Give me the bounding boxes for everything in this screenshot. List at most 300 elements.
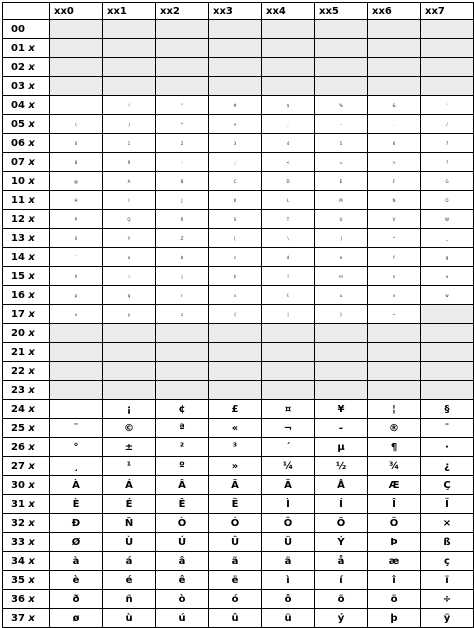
character-cell	[421, 381, 474, 400]
character-cell: þ	[368, 609, 421, 628]
row-header-code: 06	[11, 137, 25, 149]
character-cell	[368, 39, 421, 58]
character-cell: ì	[262, 571, 315, 590]
row-header-code: 24	[11, 403, 25, 415]
row-header	[3, 172, 50, 191]
character-cell: ð	[50, 590, 103, 609]
character-cell	[156, 324, 209, 343]
character-cell	[209, 362, 262, 381]
character-cell: §	[421, 400, 474, 419]
row-header-code: 35	[11, 574, 25, 586]
character-cell: è	[50, 571, 103, 590]
row-header-suffix: x	[28, 441, 35, 453]
character-cell: R	[156, 210, 209, 229]
character-cell: K	[209, 191, 262, 210]
character-cell: ¡	[103, 400, 156, 419]
column-header: xx2	[156, 3, 209, 20]
character-cell: d	[262, 248, 315, 267]
character-cell: J	[156, 191, 209, 210]
character-cell: á	[103, 552, 156, 571]
character-cell: µ	[315, 438, 368, 457]
character-cell: Ë	[209, 495, 262, 514]
row-header-suffix: x	[28, 593, 35, 605]
character-cell: ½	[315, 457, 368, 476]
character-cell	[262, 39, 315, 58]
character-cell	[368, 20, 421, 39]
character-cell: N	[368, 191, 421, 210]
character-cell: k	[209, 267, 262, 286]
row-header-suffix: x	[28, 536, 35, 548]
row-header-code: 31	[11, 498, 25, 510]
row-header-code: 05	[11, 118, 25, 130]
character-cell: à	[50, 552, 103, 571]
row-header-code: 26	[11, 441, 25, 453]
character-cell: Â	[156, 476, 209, 495]
row-header-code: 17	[11, 308, 25, 320]
row-header-suffix: x	[28, 403, 35, 415]
character-cell	[103, 324, 156, 343]
row-header	[3, 96, 50, 115]
character-cell: ^	[368, 229, 421, 248]
table-row	[3, 324, 474, 343]
character-cell: å	[315, 552, 368, 571]
character-cell: S	[209, 210, 262, 229]
row-header-suffix: x	[28, 308, 35, 320]
character-cell: B	[156, 172, 209, 191]
row-header	[3, 286, 50, 305]
table-row	[3, 77, 474, 96]
row-header-code: 27	[11, 460, 25, 472]
character-cell: '	[421, 96, 474, 115]
table-row	[3, 134, 474, 153]
table-row	[3, 229, 474, 248]
character-cell: t	[262, 286, 315, 305]
character-cell: ;	[209, 153, 262, 172]
row-header-suffix: x	[28, 175, 35, 187]
character-cell	[156, 362, 209, 381]
row-header-code: 37	[11, 612, 25, 624]
row-header-code: 21	[11, 346, 25, 358]
row-header	[3, 58, 50, 77]
character-cell	[50, 343, 103, 362]
table-row	[3, 590, 474, 609]
character-cell: u	[315, 286, 368, 305]
character-cell	[262, 20, 315, 39]
row-header-suffix: x	[28, 289, 35, 301]
character-cell	[315, 381, 368, 400]
character-cell: o	[421, 267, 474, 286]
row-header-suffix: x	[28, 194, 35, 206]
character-cell: Ó	[209, 514, 262, 533]
row-header	[3, 571, 50, 590]
character-cell: û	[209, 609, 262, 628]
character-cell: Ì	[262, 495, 315, 514]
row-header	[3, 77, 50, 96]
character-cell: \	[262, 229, 315, 248]
row-header-suffix: x	[28, 251, 35, 263]
table-row	[3, 210, 474, 229]
character-cell	[368, 362, 421, 381]
character-cell	[209, 77, 262, 96]
character-cell: ¶	[368, 438, 421, 457]
row-header-code: 22	[11, 365, 25, 377]
row-header-suffix: x	[28, 384, 35, 396]
corner-cell	[3, 3, 50, 20]
character-cell: Á	[103, 476, 156, 495]
row-header-suffix: x	[28, 327, 35, 339]
character-cell: G	[421, 172, 474, 191]
character-cell: #	[209, 96, 262, 115]
character-cell: Í	[315, 495, 368, 514]
character-cell: Ç	[421, 476, 474, 495]
row-header-suffix: x	[28, 99, 35, 111]
row-header	[3, 419, 50, 438]
character-cell	[262, 58, 315, 77]
row-header-code: 02	[11, 61, 25, 73]
character-cell	[103, 343, 156, 362]
character-cell	[209, 343, 262, 362]
character-cell	[50, 58, 103, 77]
row-header	[3, 343, 50, 362]
character-cell: ,	[262, 115, 315, 134]
character-cell: Ø	[50, 533, 103, 552]
character-cell: À	[50, 476, 103, 495]
character-cell: -	[315, 419, 368, 438]
character-cell: Ï	[421, 495, 474, 514]
character-cell: ³	[209, 438, 262, 457]
character-cell: ¯	[421, 419, 474, 438]
character-cell: â	[156, 552, 209, 571]
row-header	[3, 248, 50, 267]
character-cell: ú	[156, 609, 209, 628]
character-cell: O	[421, 191, 474, 210]
character-cell: Ò	[156, 514, 209, 533]
row-header-suffix: x	[28, 80, 35, 92]
row-header-code: 36	[11, 593, 25, 605]
row-header-suffix: x	[28, 232, 35, 244]
character-cell	[315, 343, 368, 362]
character-cell: ²	[156, 438, 209, 457]
character-cell: C	[209, 172, 262, 191]
character-cell: ò	[156, 590, 209, 609]
character-cell: Ô	[262, 514, 315, 533]
character-cell	[156, 58, 209, 77]
row-header-code: 34	[11, 555, 25, 567]
character-cell: j	[156, 267, 209, 286]
table-row	[3, 96, 474, 115]
table-row	[3, 172, 474, 191]
character-cell: >	[368, 153, 421, 172]
table-row	[3, 153, 474, 172]
character-cell	[315, 39, 368, 58]
character-cell: ¦	[368, 400, 421, 419]
row-header	[3, 495, 50, 514]
character-cell: ¨	[50, 419, 103, 438]
character-cell: Ù	[103, 533, 156, 552]
character-cell: °	[50, 438, 103, 457]
character-cell: .	[368, 115, 421, 134]
character-cell: Ú	[156, 533, 209, 552]
character-cell: 4	[262, 134, 315, 153]
character-cell	[315, 77, 368, 96]
character-cell	[421, 20, 474, 39]
column-header: xx1	[103, 3, 156, 20]
character-cell: ¸	[50, 457, 103, 476]
character-cell	[421, 305, 474, 324]
row-header	[3, 438, 50, 457]
row-header-suffix: x	[28, 270, 35, 282]
character-cell: ·	[421, 438, 474, 457]
character-cell	[103, 39, 156, 58]
charset-chart	[2, 2, 474, 628]
character-cell: Q	[103, 210, 156, 229]
character-cell: L	[262, 191, 315, 210]
character-cell: I	[103, 191, 156, 210]
character-cell	[421, 58, 474, 77]
row-header	[3, 115, 50, 134]
character-cell	[262, 324, 315, 343]
character-cell: @	[50, 172, 103, 191]
character-cell	[50, 381, 103, 400]
row-header	[3, 609, 50, 628]
row-header	[3, 552, 50, 571]
table-row	[3, 438, 474, 457]
character-cell	[156, 381, 209, 400]
column-header: xx5	[315, 3, 368, 20]
row-header-suffix: x	[28, 365, 35, 377]
character-cell: +	[209, 115, 262, 134]
column-header: xx7	[421, 3, 474, 20]
character-cell: ê	[156, 571, 209, 590]
character-cell	[103, 58, 156, 77]
character-cell: x	[50, 305, 103, 324]
character-cell: |	[262, 305, 315, 324]
character-cell	[103, 77, 156, 96]
table-row	[3, 400, 474, 419]
character-cell: ?	[421, 153, 474, 172]
character-cell: ö	[368, 590, 421, 609]
character-cell: y	[103, 305, 156, 324]
character-cell	[421, 362, 474, 381]
table-row	[3, 115, 474, 134]
character-cell: 1	[103, 134, 156, 153]
character-cell	[368, 343, 421, 362]
table-row	[3, 305, 474, 324]
row-header	[3, 153, 50, 172]
table-row	[3, 419, 474, 438]
row-header	[3, 305, 50, 324]
row-header	[3, 20, 50, 39]
character-cell: g	[421, 248, 474, 267]
character-cell: h	[50, 267, 103, 286]
character-cell	[262, 343, 315, 362]
character-cell: `	[50, 248, 103, 267]
character-cell: «	[209, 419, 262, 438]
row-header-code: 32	[11, 517, 25, 529]
character-cell: r	[156, 286, 209, 305]
character-cell: v	[368, 286, 421, 305]
row-header-code: 15	[11, 270, 25, 282]
row-header	[3, 476, 50, 495]
character-cell: 9	[103, 153, 156, 172]
character-cell	[315, 362, 368, 381]
character-cell: Ð	[50, 514, 103, 533]
character-cell: -	[315, 115, 368, 134]
character-cell: 5	[315, 134, 368, 153]
character-cell: ÷	[421, 590, 474, 609]
row-header	[3, 267, 50, 286]
row-header-code: 04	[11, 99, 25, 111]
character-cell: m	[315, 267, 368, 286]
character-cell: Õ	[315, 514, 368, 533]
character-cell: /	[421, 115, 474, 134]
character-cell: ]	[315, 229, 368, 248]
character-cell: p	[50, 286, 103, 305]
character-cell	[421, 39, 474, 58]
character-cell: U	[315, 210, 368, 229]
row-header	[3, 39, 50, 58]
character-cell: ç	[421, 552, 474, 571]
row-header	[3, 229, 50, 248]
row-header-code: 30	[11, 479, 25, 491]
character-cell: <	[262, 153, 315, 172]
character-cell	[50, 39, 103, 58]
table-row	[3, 533, 474, 552]
table-row	[3, 39, 474, 58]
character-cell	[421, 77, 474, 96]
character-cell: ©	[103, 419, 156, 438]
character-cell: ¤	[262, 400, 315, 419]
character-cell: ë	[209, 571, 262, 590]
character-cell	[103, 20, 156, 39]
row-header-suffix: x	[28, 517, 35, 529]
character-cell: È	[50, 495, 103, 514]
character-cell: !	[103, 96, 156, 115]
character-cell: 3	[209, 134, 262, 153]
character-cell: %	[315, 96, 368, 115]
character-cell: E	[315, 172, 368, 191]
character-cell: c	[209, 248, 262, 267]
row-header-suffix: x	[28, 479, 35, 491]
character-cell: ×	[421, 514, 474, 533]
character-cell: l	[262, 267, 315, 286]
column-header: xx3	[209, 3, 262, 20]
character-cell: Æ	[368, 476, 421, 495]
character-cell: {	[209, 305, 262, 324]
character-cell: )	[103, 115, 156, 134]
character-cell: ¢	[156, 400, 209, 419]
character-cell: e	[315, 248, 368, 267]
character-cell: D	[262, 172, 315, 191]
character-cell: Ñ	[103, 514, 156, 533]
character-cell	[315, 20, 368, 39]
column-header: xx4	[262, 3, 315, 20]
character-cell: Û	[209, 533, 262, 552]
character-cell: q	[103, 286, 156, 305]
character-cell: =	[315, 153, 368, 172]
character-cell: ¹	[103, 457, 156, 476]
row-header	[3, 210, 50, 229]
character-cell	[209, 58, 262, 77]
character-cell	[421, 324, 474, 343]
row-header-suffix: x	[28, 156, 35, 168]
chart-body	[3, 20, 474, 628]
table-row	[3, 20, 474, 39]
character-cell	[156, 20, 209, 39]
character-cell: 6	[368, 134, 421, 153]
character-cell: º	[156, 457, 209, 476]
character-cell: Z	[156, 229, 209, 248]
character-cell: X	[50, 229, 103, 248]
character-cell: A	[103, 172, 156, 191]
row-header-suffix: x	[28, 612, 35, 624]
row-header-suffix: x	[28, 460, 35, 472]
character-cell: Ä	[262, 476, 315, 495]
character-cell: ù	[103, 609, 156, 628]
character-cell	[103, 362, 156, 381]
character-cell	[209, 20, 262, 39]
row-header-code: 23	[11, 384, 25, 396]
character-cell: î	[368, 571, 421, 590]
character-cell: ô	[262, 590, 315, 609]
character-cell: F	[368, 172, 421, 191]
row-header	[3, 400, 50, 419]
character-cell: &	[368, 96, 421, 115]
table-row	[3, 514, 474, 533]
character-cell	[209, 381, 262, 400]
table-row	[3, 248, 474, 267]
row-header	[3, 134, 50, 153]
character-cell	[50, 96, 103, 115]
character-cell	[156, 343, 209, 362]
character-cell	[50, 20, 103, 39]
table-row	[3, 609, 474, 628]
row-header	[3, 362, 50, 381]
character-cell	[368, 324, 421, 343]
character-cell: Å	[315, 476, 368, 495]
table-row	[3, 343, 474, 362]
character-cell: *	[156, 115, 209, 134]
row-header-suffix: x	[28, 137, 35, 149]
character-cell: ´	[262, 438, 315, 457]
table-row	[3, 457, 474, 476]
character-cell: $	[262, 96, 315, 115]
character-cell: 0	[50, 134, 103, 153]
character-cell: f	[368, 248, 421, 267]
character-cell: é	[103, 571, 156, 590]
character-cell: É	[103, 495, 156, 514]
table-row	[3, 476, 474, 495]
row-header-suffix: x	[28, 422, 35, 434]
character-cell	[50, 324, 103, 343]
character-cell: ~	[368, 305, 421, 324]
row-header-code: 00	[11, 23, 25, 35]
row-header	[3, 381, 50, 400]
row-header-code: 11	[11, 194, 25, 206]
row-header-code: 13	[11, 232, 25, 244]
character-cell	[262, 381, 315, 400]
row-header-code: 20	[11, 327, 25, 339]
character-cell: Þ	[368, 533, 421, 552]
character-cell	[262, 362, 315, 381]
character-cell: ü	[262, 609, 315, 628]
row-header	[3, 514, 50, 533]
character-cell: a	[103, 248, 156, 267]
table-row	[3, 571, 474, 590]
character-cell: "	[156, 96, 209, 115]
character-cell: ñ	[103, 590, 156, 609]
table-row	[3, 191, 474, 210]
